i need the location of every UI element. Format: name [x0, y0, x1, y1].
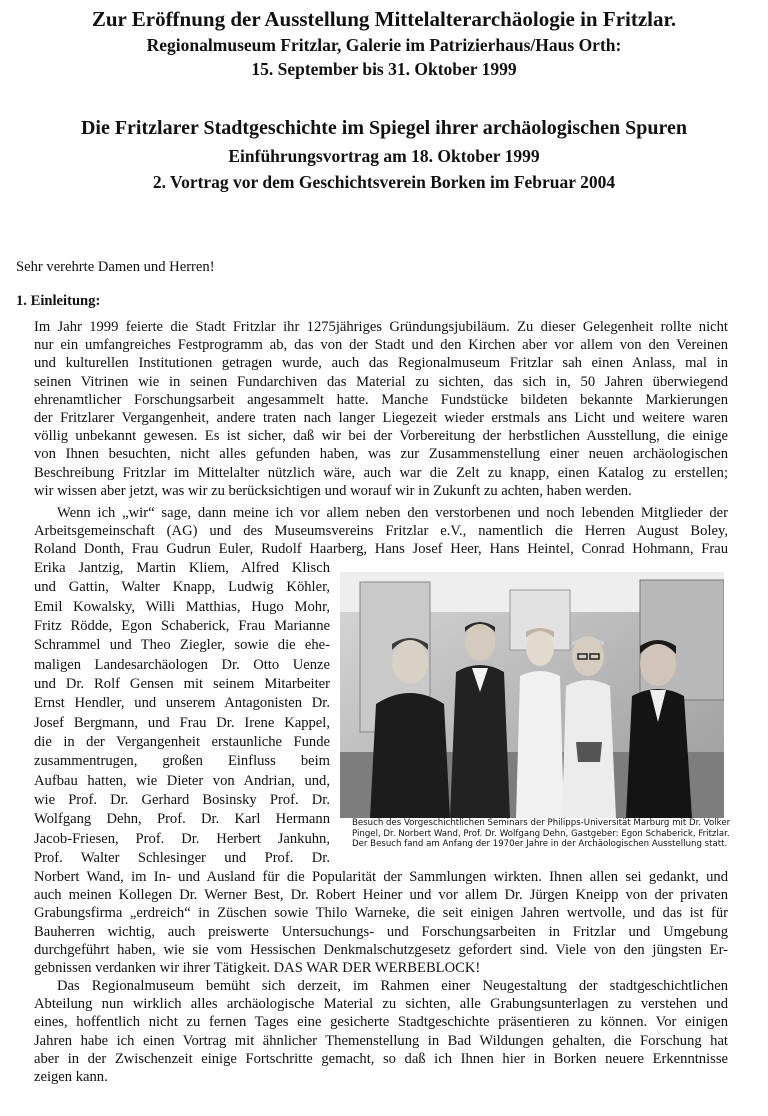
text-line: nur ein umfangreiches Festprogramm ab, das von der Stadt und den Kirchen aber vor allem von den Vereinen	[34, 337, 728, 354]
text-line: Beschreibung Fritzlar im Mittelalter nützlich wäre, auch war die Zelt zu knapp, einen Katalog zu erstellen;	[34, 464, 728, 481]
text-line: seinen Vitrinen wie in seinen Fundarchiven das Material zu sichten, das sich in, 50 Jahren überwiegend	[34, 373, 728, 390]
text-line: gebnissen verdanken wir ihrer Tätigkeit. DAS WAR DER WERBEBLOCK!	[34, 959, 481, 976]
text-line: Im Jahr 1999 feierte die Stadt Fritzlar ihr 1275jähriges Gründungsjubiläum. Zu dieser Gelegenheit rollte nicht	[34, 319, 728, 335]
text-line: Roland Donth, Frau Gudrun Euler, Rudolf Haarberg, Hans Josef Heer, Hans Heintel, Conrad Hohmann, Frau	[34, 541, 728, 558]
subtitle-1: Einführungsvortrag am 18. Oktober 1999	[228, 146, 540, 166]
text-line: Bauherren wichtig, auch preiswerte Untersuchungs- und Forschungsarbeiten in Fritzlar und Umgebung	[34, 923, 728, 940]
text-line: zeigen kann.	[34, 1068, 108, 1085]
text-line: Norbert Wand, im In- und Ausland für die Popularität der Sammlungen wirkten. Ihnen allen sei gedankt, und	[34, 869, 728, 885]
header-line-2: Regionalmuseum Fritzlar, Galerie im Patrizierhaus/Haus Orth:	[146, 35, 622, 55]
text-line: eines, hoffentlich nicht zu fernen Tages eine gesicherte Stadtgeschichte präsentieren zu können. Vor einigen	[34, 1014, 728, 1031]
text-line: Ernst Hendler, und unserem Antagonisten Dr.	[34, 695, 330, 712]
text-line: und Gattin, Walter Knapp, Ludwig Köhler,	[34, 579, 330, 596]
text-line: auch meinen Kollegen Dr. Werner Best, Dr. Robert Heiner und vor allem Dr. Jürgen Kneipp von der privaten	[34, 887, 728, 904]
salutation: Sehr verehrte Damen und Herren!	[16, 259, 215, 275]
photo-caption	[352, 818, 731, 850]
group-photo-illustration	[340, 572, 724, 818]
text-line: und Dr. Rolf Gensen mit seinem Mitarbeiter	[34, 676, 330, 693]
text-line: Aufbau hatten, wie Dieter von Andrian, und,	[34, 772, 330, 789]
group-photo	[340, 572, 724, 818]
text-line: aber in der Zwischenzeit einige Fortschritte gemacht, so daß ich Ihnen hier in Borken neuere Erkenntnisse	[34, 1050, 728, 1067]
paragraph-3	[34, 977, 728, 1086]
text-line: und kulturellen Institutionen getragen wurde, auch das Regionalmuseum Fritzlar sah einen Anlass, mal in	[34, 355, 728, 372]
caption-line: Pingel, Dr. Norbert Wand, Prof. Dr. Wolfgang Dehn, Gastgeber: Egon Schaberick, Fritzlar.	[352, 828, 730, 839]
text-line: Wenn ich „wir“ sage, dann meine ich vor allem neben den verstorbenen und noch lebenden Mitglieder der	[57, 505, 728, 521]
text-line: Abteilung nun wirklich alles archäologische Material zu sichten, alle Grabungsunterlagen zu verstehen und	[34, 996, 728, 1013]
text-line: Schrammel und Theo Ziegler, sowie die ehe-	[34, 637, 330, 654]
text-line: Grabungsfirma „erdreich“ in Züschen sowie Thilo Warneke, die seit einigen Jahren wertvolle, und das ist für	[34, 905, 728, 922]
text-line: Prof. Walter Schlesinger und Prof. Dr.	[34, 850, 330, 867]
text-line: Jacob-Friesen, Prof. Dr. Herbert Jankuhn,	[34, 830, 330, 847]
text-line: Jahren habe ich einen Vortrag mit ähnlicher Themenstellung in Bad Wildungen gehalten, die Forschung hat	[34, 1032, 728, 1049]
caption-line: Der Besuch fand am Anfang der 1970er Jahre in der Archäologischen Ausstellung statt.	[352, 839, 728, 849]
header-line-3: 15. September bis 31. Oktober 1999	[251, 59, 517, 79]
caption-line: Besuch des Vorgeschichtlichen Seminars der Philipps-Universität Marburg mit Dr. Volker	[352, 818, 731, 828]
document-title: Die Fritzlarer Stadtgeschichte im Spiegel ihrer archäologischen Spuren	[80, 117, 688, 139]
paragraph-2-rest	[34, 868, 728, 977]
subtitle-2: 2. Vortrag vor dem Geschichtsverein Borken im Februar 2004	[152, 172, 616, 192]
text-line: wie Prof. Dr. Gerhard Bosinsky Prof. Dr.	[34, 792, 330, 809]
text-line: Das Regionalmuseum bemüht sich derzeit, im Rahmen einer Neugestaltung der stadtgeschichtlichen	[57, 978, 728, 994]
text-line: zusammentrugen, großen Einfluss beim	[34, 753, 330, 770]
paragraph-2-top	[34, 504, 728, 559]
text-line: Emil Kowalsky, Willi Matthias, Hugo Mohr,	[34, 598, 330, 615]
section-heading: 1. Einleitung:	[16, 293, 101, 309]
text-line: ehrenamtlicher Forschungsarbeit angesammelt hatte. Manche Fundstücke bildeten bekannte Markierungen	[34, 391, 728, 408]
header-line-1: Zur Eröffnung der Ausstellung Mittelalterarchäologie in Fritzlar.	[91, 7, 677, 31]
text-line: maligen Landesarchäologen Dr. Otto Uenze	[34, 656, 330, 673]
text-line: Fritz Rödde, Egon Schaberick, Frau Marianne	[34, 618, 330, 635]
text-line: Arbeitsgemeinschaft (AG) und des Museumsvereins Fritzlar e.V., namentlich die Herren August Boley,	[34, 523, 728, 540]
text-line: der Fritzlarer Vergangenheit, andere traten nach langer Liegezeit wieder erstmals ans Licht und weitere waren	[34, 409, 728, 426]
text-line: die in der Vergangenheit erstaunliche Funde	[34, 734, 330, 751]
text-line: Josef Bergmann, und Frau Dr. Irene Kappel,	[34, 714, 330, 731]
text-line: von Ihnen besuchten, nicht alles gefunden haben, was zur Zusammenstellung einer neuen archäologischen	[34, 446, 728, 463]
paragraph-2-wrap	[34, 559, 330, 869]
text-line: Erika Jantzig, Martin Kliem, Alfred Klisch	[34, 560, 330, 576]
text-line: durchgeführt haben, wie sie vom Hessischen Denkmalschutzgesetz gefordert sind. Viele von den jüngsten Er-	[34, 941, 728, 958]
paragraph-1	[34, 318, 728, 500]
text-line: wir wissen aber jetzt, was wir zu berücksichtigen und worauf wir in Zukunft zu achten, haben werden.	[34, 482, 632, 499]
text-line: Wolfgang Dehn, Prof. Dr. Karl Hermann	[34, 811, 330, 828]
text-line: völlig unbekannt gewesen. Es ist sicher, daß wir bei der Vorbereitung der herbstlichen Ausstellung, die einige	[34, 428, 728, 445]
